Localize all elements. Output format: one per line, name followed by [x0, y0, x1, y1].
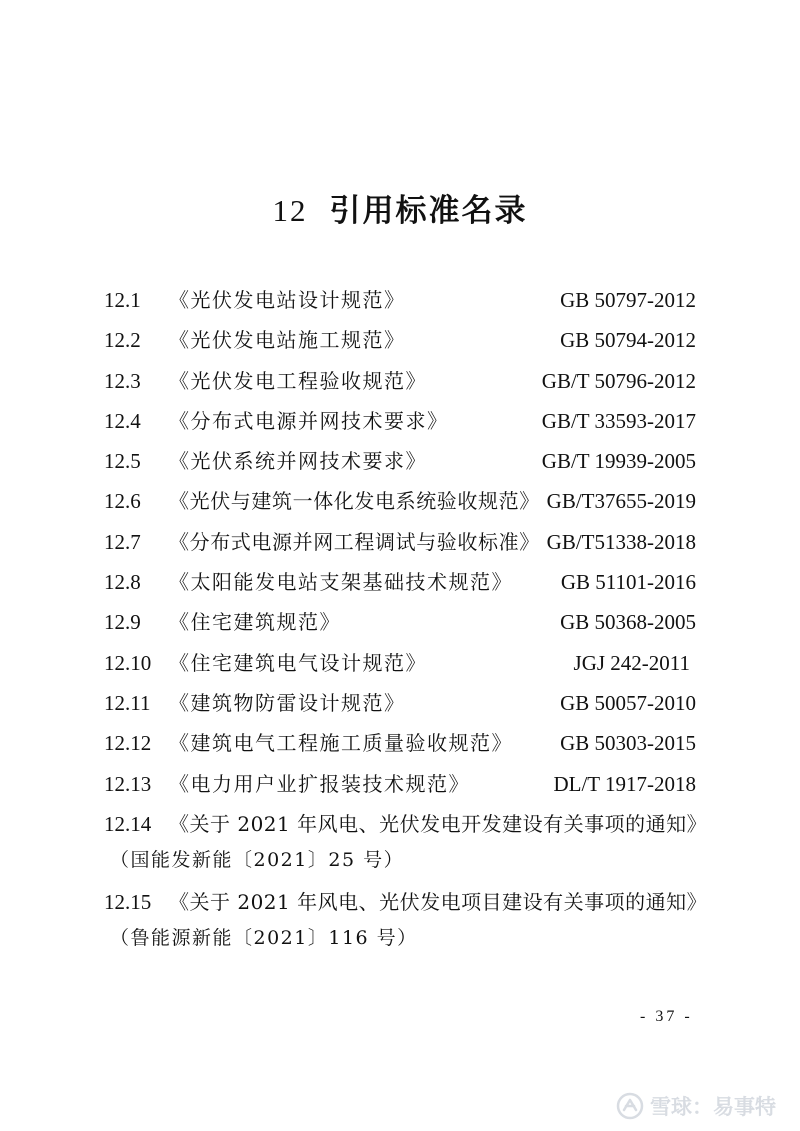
- item-title: 《光伏与建筑一体化发电系统验收规范》: [169, 489, 540, 514]
- item-number: 12.5: [104, 449, 141, 474]
- watermark-text: 雪球：易事特: [650, 1095, 776, 1119]
- list-item: [104, 807, 708, 885]
- item-code: GB 50368-2005: [560, 610, 696, 635]
- item-number: 12.10: [104, 650, 152, 675]
- item-code: DL/T 1917-2018: [553, 771, 696, 796]
- item-title: 《光伏系统并网技术要求》: [169, 449, 427, 474]
- item-title: 《住宅建筑规范》: [169, 610, 341, 635]
- item-title: 《关于 2021 年风电、光伏发电开发建设有关事项的通知》: [169, 811, 708, 836]
- item-code: GB/T 33593-2017: [541, 408, 696, 433]
- list-item: [104, 364, 696, 404]
- list-item: [104, 565, 696, 605]
- page-title: [0, 185, 800, 230]
- item-title: 《建筑物防雷设计规范》: [169, 690, 406, 715]
- item-number: 12.12: [104, 731, 152, 756]
- item-code: GB 50303-2015: [560, 731, 696, 756]
- item-number: 12.6: [104, 489, 141, 514]
- item-document-number: （国能发新能〔2021〕25 号）: [110, 848, 405, 871]
- list-item: [104, 605, 696, 645]
- list-item: [104, 767, 696, 807]
- item-number: 12.15: [104, 889, 152, 914]
- item-code: JGJ 242-2011: [573, 650, 690, 675]
- item-title: 《光伏发电站设计规范》: [169, 288, 406, 312]
- chapter-title: 引用标准名录: [329, 193, 528, 229]
- item-number: 12.13: [104, 771, 152, 796]
- item-code: GB 50057-2010: [560, 690, 696, 715]
- item-code: GB/T51338-2018: [546, 529, 696, 554]
- item-number: 12.1: [104, 288, 141, 312]
- item-title: 《住宅建筑电气设计规范》: [169, 650, 427, 675]
- item-code: GB 50797-2012: [560, 288, 696, 312]
- item-code: GB 51101-2016: [560, 570, 696, 595]
- list-item: [104, 283, 696, 323]
- item-number: 12.9: [104, 610, 141, 635]
- list-item: [104, 323, 696, 363]
- item-number: 12.14: [104, 811, 152, 836]
- page-number: - 37 -: [640, 1008, 693, 1025]
- item-title: 《光伏发电工程验收规范》: [169, 368, 427, 393]
- item-title: 《电力用户业扩报装技术规范》: [169, 771, 470, 796]
- watermark: [616, 1091, 776, 1121]
- item-title: 《太阳能发电站支架基础技术规范》: [169, 570, 513, 595]
- item-number: 12.3: [104, 368, 141, 393]
- item-title: 《关于 2021 年风电、光伏发电项目建设有关事项的通知》: [169, 889, 708, 914]
- standards-list: [104, 283, 708, 963]
- item-number: 12.8: [104, 570, 141, 595]
- item-code: GB/T 19939-2005: [541, 449, 696, 474]
- item-number: 12.11: [104, 690, 151, 715]
- item-number: 12.7: [104, 529, 141, 554]
- list-item: [104, 525, 696, 565]
- list-item: [104, 484, 696, 524]
- item-code: GB/T37655-2019: [546, 489, 696, 514]
- list-item: [104, 885, 708, 963]
- list-item: [104, 726, 696, 766]
- chapter-number: 12: [272, 193, 308, 228]
- list-item: [104, 444, 696, 484]
- item-title: 《分布式电源并网工程调试与验收标准》: [169, 529, 540, 554]
- item-number: 12.4: [104, 408, 141, 433]
- list-item: [104, 646, 696, 686]
- item-number: 12.2: [104, 328, 141, 353]
- item-code: GB/T 50796-2012: [541, 368, 696, 393]
- item-title: 《建筑电气工程施工质量验收规范》: [169, 731, 513, 756]
- item-title: 《光伏发电站施工规范》: [169, 328, 406, 353]
- list-item: [104, 686, 696, 726]
- snowball-logo-icon: [616, 1092, 644, 1120]
- item-document-number: （鲁能源新能〔2021〕116 号）: [110, 926, 418, 949]
- item-code: GB 50794-2012: [560, 328, 696, 353]
- item-title: 《分布式电源并网技术要求》: [169, 408, 449, 433]
- list-item: [104, 404, 696, 444]
